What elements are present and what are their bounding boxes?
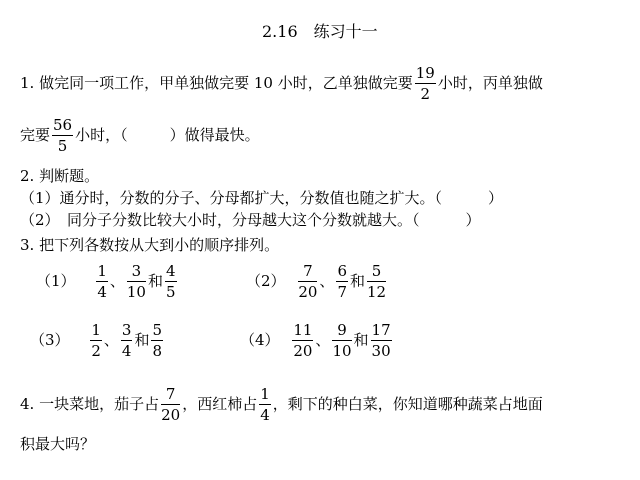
fraction	[121, 323, 133, 359]
question-1-line-2	[20, 118, 260, 154]
fraction-denominator: 4	[260, 406, 270, 424]
fraction	[367, 264, 386, 300]
separator: 、	[109, 272, 125, 290]
fraction-numerator: 6	[337, 262, 347, 280]
q2-item-1-close: ）	[488, 189, 504, 207]
question-4-line-1	[20, 387, 543, 423]
fraction-7-20	[161, 387, 180, 423]
fraction-denominator: 20	[298, 283, 318, 301]
fraction-numerator: 5	[152, 321, 162, 339]
question-2-item-2	[20, 213, 481, 228]
fraction-denominator: 7	[337, 283, 347, 301]
fraction-19-2	[415, 66, 436, 102]
fraction-denominator: 20	[161, 406, 181, 424]
fraction-numerator: 3	[121, 321, 132, 339]
q1-text-1: 1. 做完同一项工作，甲单独做完要 10 小时，乙单独做完要	[20, 74, 413, 92]
ordering-group-3	[30, 323, 165, 359]
q4-text-2: ，西红柿占	[182, 395, 258, 413]
separator: 和	[147, 272, 163, 290]
q2-item-1-text: （1）通分时，分数的分子、分母都扩大，分数值也随之扩大。（	[20, 189, 443, 207]
fraction-denominator: 5	[57, 137, 68, 155]
ordering-group-1	[36, 264, 179, 300]
q1-text-5: ）做得最快。	[169, 126, 260, 144]
fraction-numerator: 1	[260, 385, 270, 403]
question-1-line-1	[20, 66, 543, 102]
fraction	[371, 323, 392, 359]
fraction	[165, 264, 177, 300]
separator: 、	[319, 272, 335, 290]
group-label: （1）	[36, 272, 76, 290]
q4-text-1: 4. 一块菜地，茄子占	[20, 395, 160, 413]
fraction-numerator: 7	[298, 264, 317, 282]
fraction-numerator: 4	[166, 262, 176, 280]
fraction	[127, 264, 146, 300]
question-2-heading: 2. 判断题。	[20, 167, 100, 185]
fraction-numerator: 1	[97, 262, 107, 280]
fraction-numerator: 7	[161, 387, 180, 405]
separator: 、	[103, 331, 119, 349]
ordering-group-4	[240, 323, 394, 359]
q1-text-4: 小时，（	[75, 126, 128, 144]
fraction-numerator: 5	[367, 264, 386, 282]
fraction-denominator: 4	[97, 283, 107, 301]
q2-item-2-close: ）	[465, 211, 481, 229]
fraction-denominator: 5	[166, 283, 176, 301]
ordering-group-2	[246, 264, 388, 300]
fraction-denominator: 2	[91, 342, 101, 360]
question-2-item-1	[20, 191, 503, 206]
group-label: （2）	[246, 272, 286, 290]
group-label: （4）	[240, 331, 280, 349]
fraction	[96, 264, 108, 300]
fraction-denominator: 30	[371, 342, 391, 360]
fraction-denominator: 10	[332, 342, 352, 360]
fraction-denominator: 2	[420, 85, 431, 103]
fraction-denominator: 10	[126, 283, 146, 301]
fraction-numerator: 56	[53, 116, 73, 134]
page-title: 2.16 练习十一	[262, 22, 378, 41]
fraction-numerator: 17	[371, 321, 391, 339]
fraction	[90, 323, 102, 359]
fraction-numerator: 9	[332, 323, 351, 341]
fraction	[336, 264, 348, 300]
question-4-line-2: 积最大吗？	[20, 435, 96, 453]
fraction-numerator: 11	[293, 321, 313, 339]
separator: 和	[134, 331, 150, 349]
q4-text-3: ，剩下的种白菜，你知道哪种蔬菜占地面	[272, 395, 543, 413]
fraction	[151, 323, 163, 359]
fraction-denominator: 12	[367, 283, 387, 301]
fraction-denominator: 4	[121, 342, 132, 360]
fraction-numerator: 19	[415, 64, 435, 82]
q1-text-3: 完要	[20, 126, 51, 144]
group-label: （3）	[30, 331, 70, 349]
q1-text-2: 小时，丙单独做	[437, 74, 543, 92]
fraction-denominator: 20	[293, 342, 313, 360]
fraction	[298, 264, 317, 300]
fraction-numerator: 1	[91, 321, 101, 339]
fraction-56-5	[52, 118, 73, 154]
fraction-1-4	[259, 387, 271, 423]
fraction-denominator: 8	[152, 342, 162, 360]
fraction	[332, 323, 351, 359]
separator: 和	[353, 331, 369, 349]
question-3-heading: 3. 把下列各数按从大到小的顺序排列。	[20, 236, 280, 254]
q2-item-2-text: （2） 同分子分数比较大小时，分母越大这个分数就越大。（	[20, 211, 420, 229]
fraction	[292, 323, 313, 359]
separator: 和	[349, 272, 365, 290]
fraction-numerator: 3	[127, 264, 146, 282]
separator: 、	[315, 331, 331, 349]
